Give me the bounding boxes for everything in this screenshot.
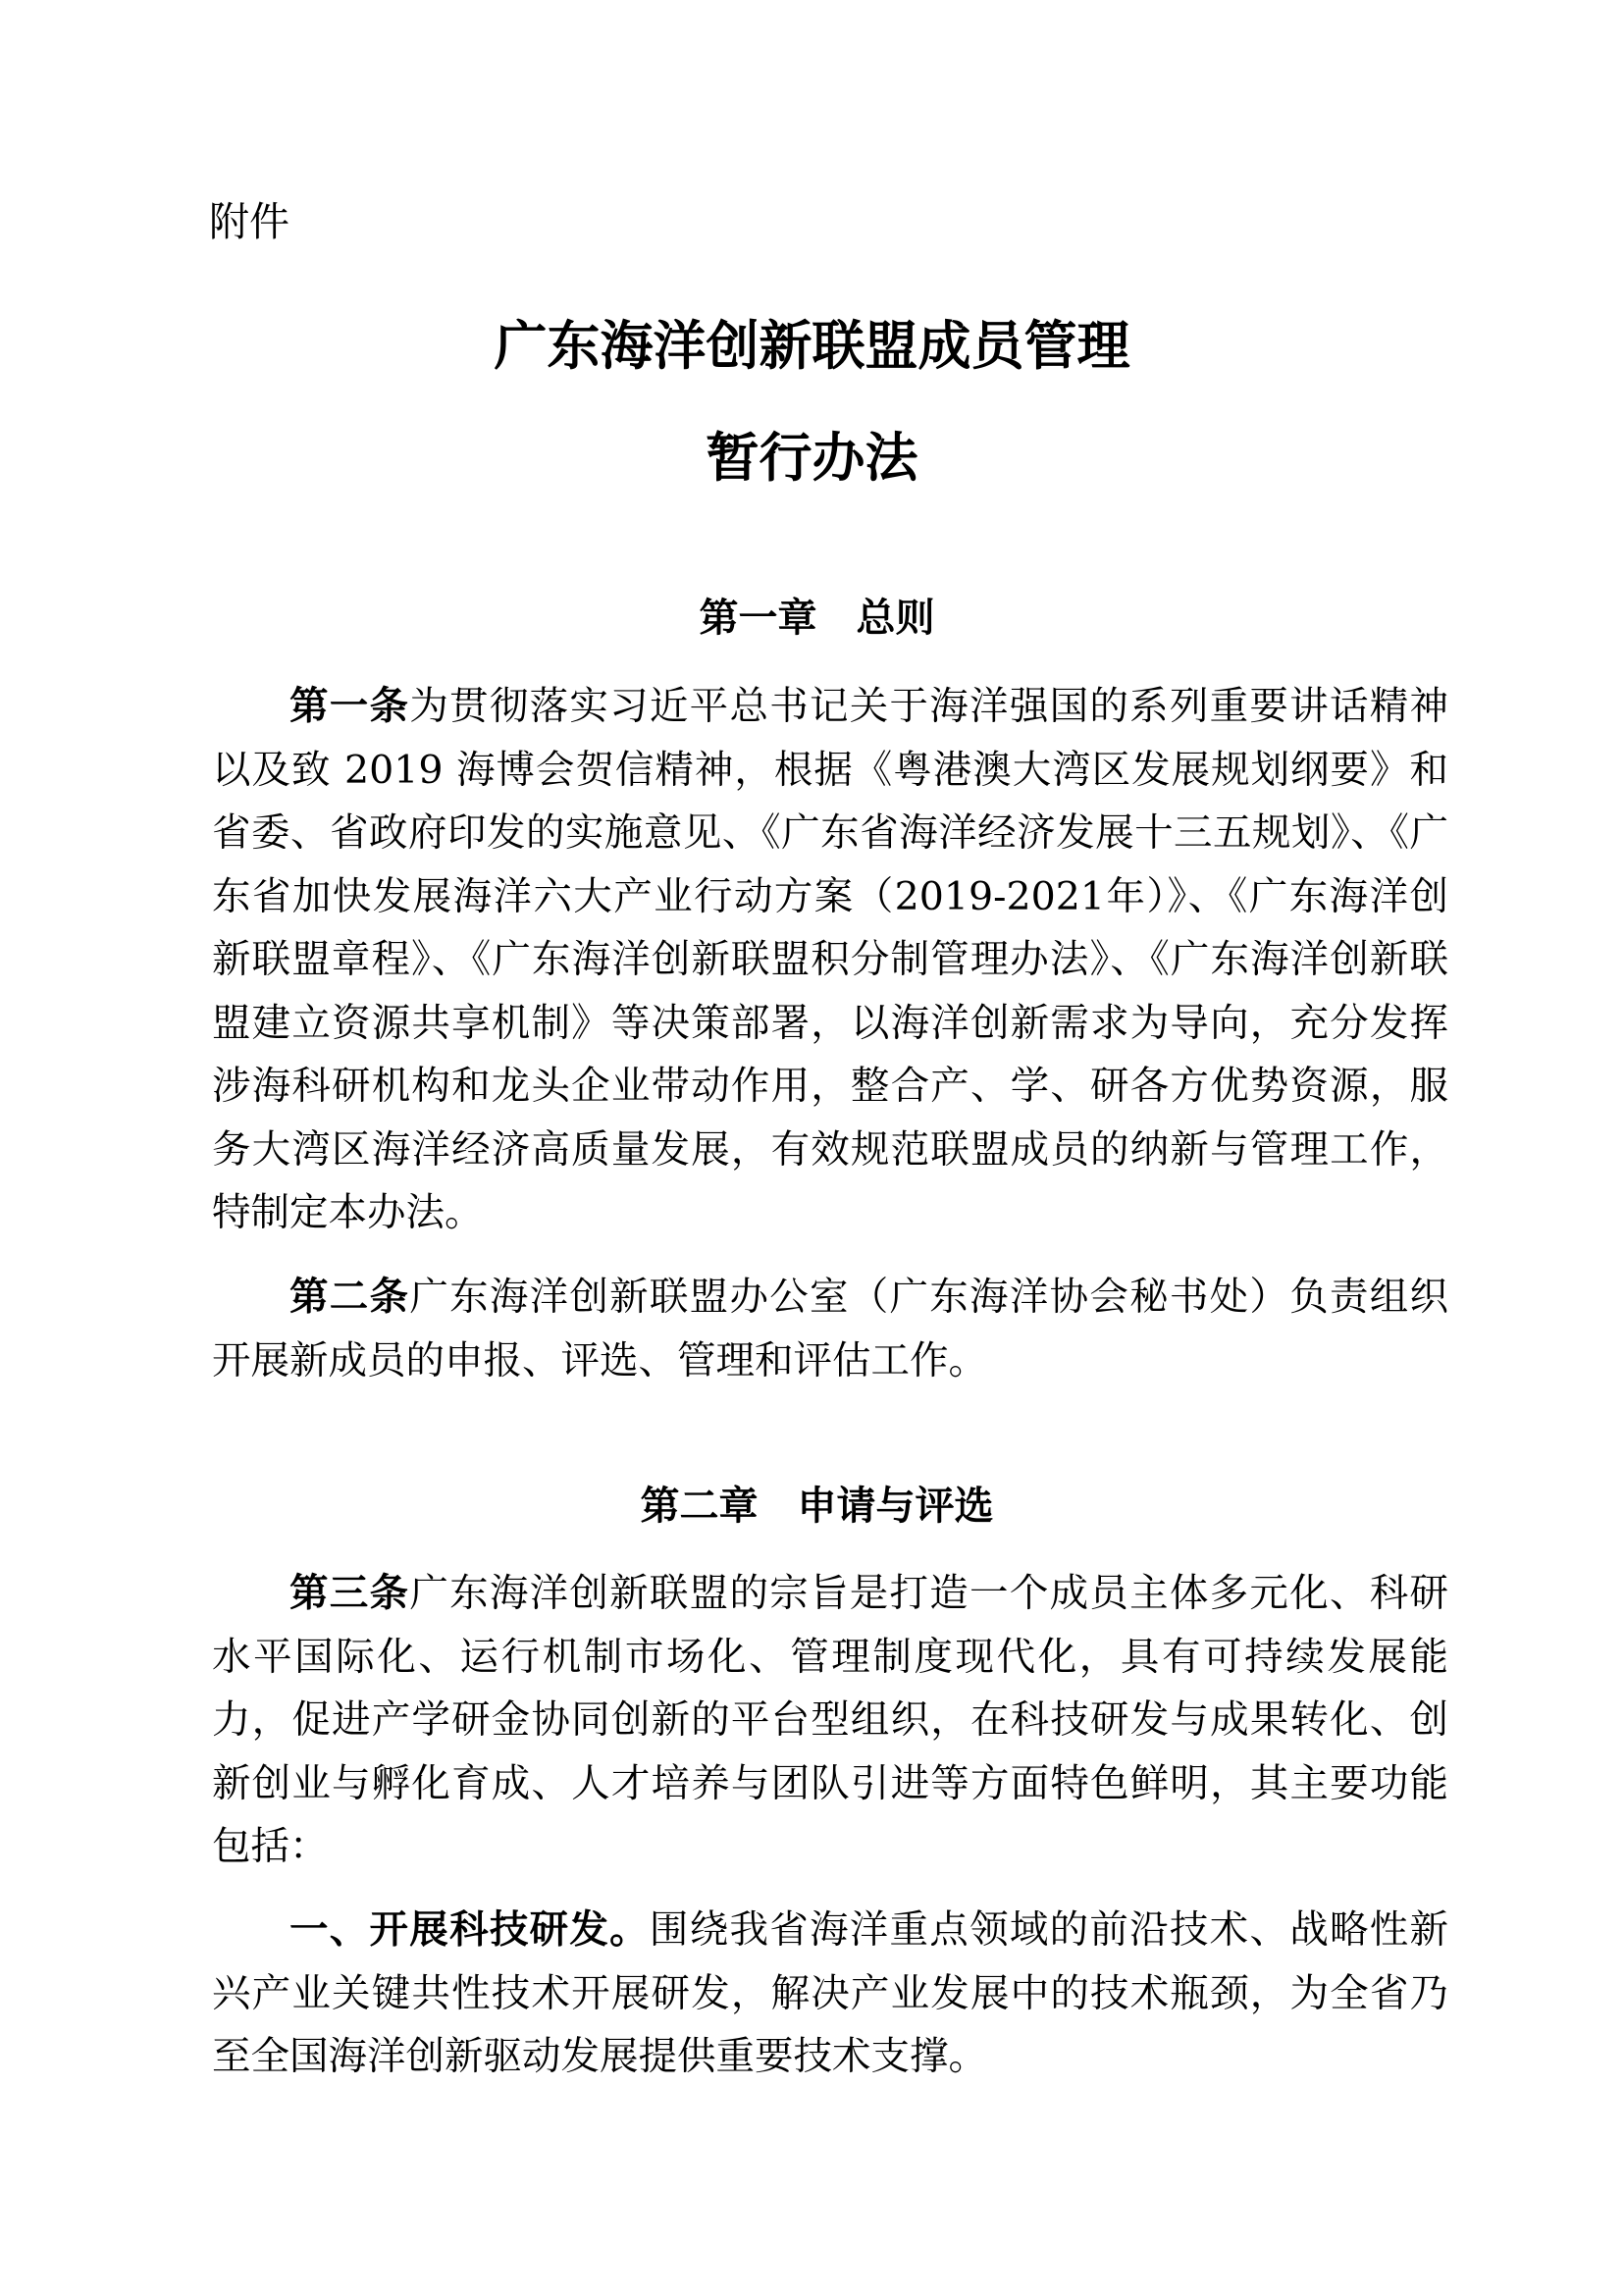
article-3-text: 广东海洋创新联盟的宗旨是打造一个成员主体多元化、科研水平国际化、运行机制市场化、管理制度现代化，具有可持续发展能力，促进产学研金协同创新的平台型组织，在科技研发与成果转化、创新创业与孵化育成、人才培养与团队引进等方面特色鲜明，其主要功能包括： [212,1571,1449,1869]
article-2-label: 第二条 [289,1275,410,1320]
article-3-paragraph [212,1562,1448,1879]
function-item-1-paragraph [212,1899,1448,2089]
function-item-1-label: 一、开展科技研发。 [289,1907,650,1953]
chapter-2-heading: 第二章 申请与评选 [640,1484,994,1529]
article-2-paragraph [212,1266,1448,1392]
article-1-label: 第一条 [289,684,410,729]
article-1-paragraph [212,675,1448,1245]
attachment-label: 附件 [209,198,289,245]
function-item-1-text: 围绕我省海洋重点领域的前沿技术、战略性新兴产业关键共性技术开展研发，解决产业发展中的技术瓶颈，为全省乃至全国海洋创新驱动发展提供重要技术支撑。 [212,1907,1449,2079]
article-3-label: 第三条 [289,1571,410,1616]
article-2-text: 广东海洋创新联盟办公室（广东海洋协会秘书处）负责组织开展新成员的申报、评选、管理和评估工作。 [212,1275,1449,1383]
article-1-text: 为贯彻落实习近平总书记关于海洋强国的系列重要讲话精神以及致 2019 海博会贺信精神，根据《粤港澳大湾区发展规划纲要》和省委、省政府印发的实施意见、《广东省海洋经济发展十三五规划》、《广东省加快发展海洋六大产业行动方案（2019-2021年）》、《广东海洋创新联盟章程》、《广东海洋创新联盟积分制管理办法》、《广东海洋创新联盟建立资源共享机制》等决策部署，以海洋创新需求为导向，充分发挥涉海科研机构和龙头企业带动作用，整合产、学、研各方优势资源，服务大湾区海洋经济高质量发展，有效规范联盟成员的纳新与管理工作，特制定本办法。 [212,684,1449,1235]
chapter-1-heading: 第一章 总则 [699,596,935,641]
document-title-line-2: 暂行办法 [706,427,918,489]
document-title-line-1: 广东海洋创新联盟成员管理 [494,315,1130,377]
